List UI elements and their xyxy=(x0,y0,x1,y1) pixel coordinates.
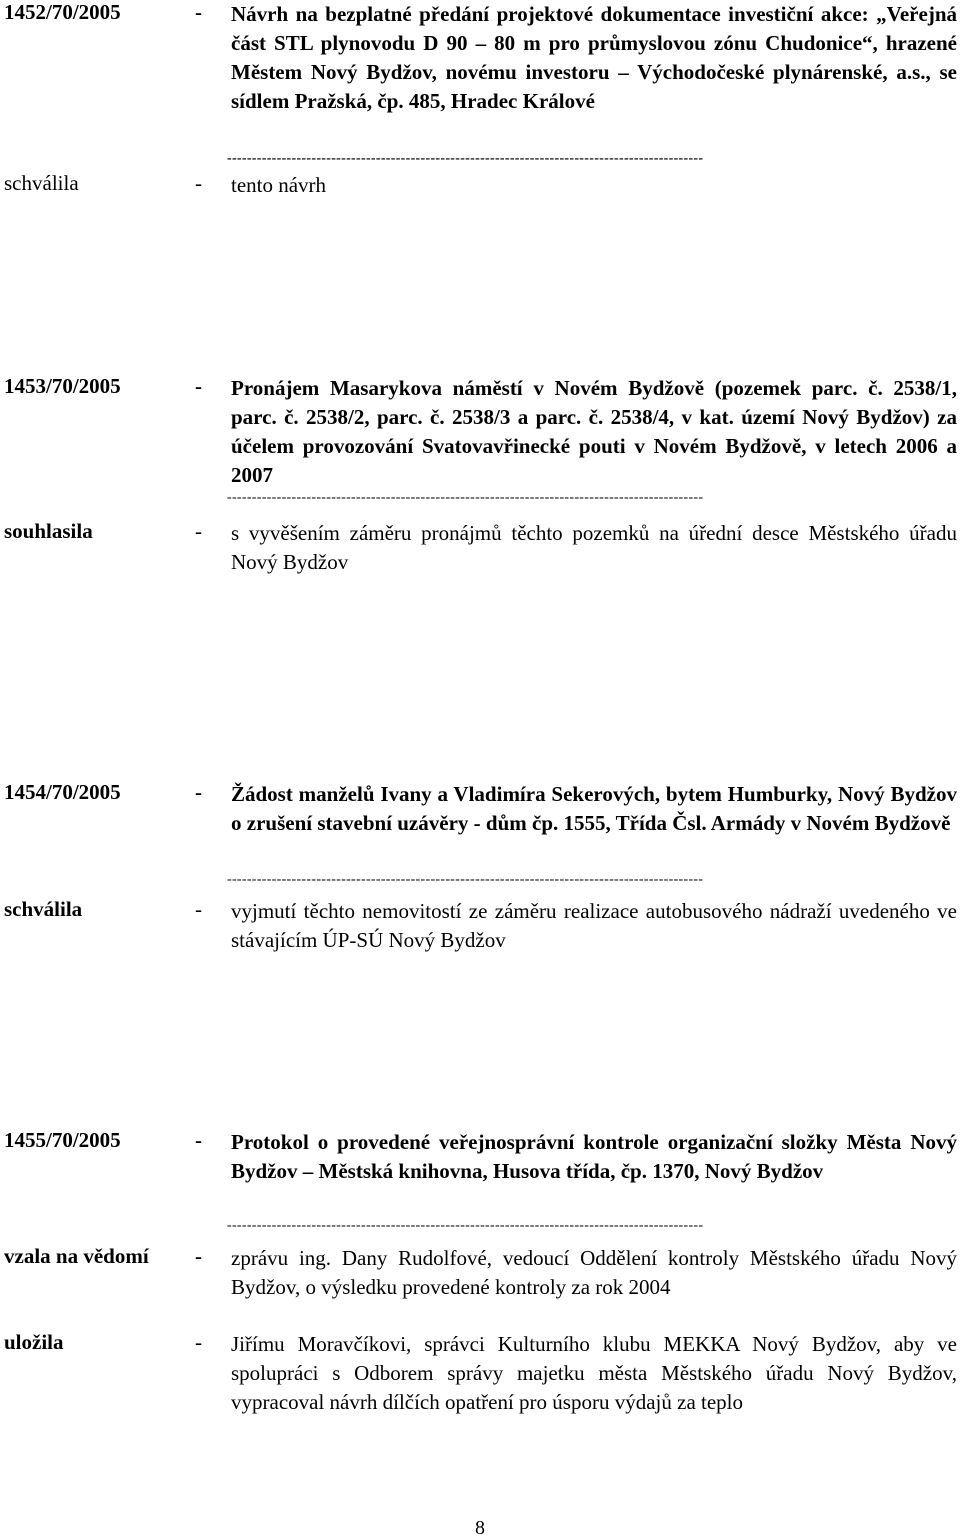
resolution-number: 1453/70/2005 xyxy=(4,374,121,398)
separator-line: ------------------------------------------------------------------------------------------------ xyxy=(227,491,704,505)
resolution-subject: Návrh na bezplatné předání projektové dokumentace investiční akce: „Veřejná část STL plynovodu D 90 – 80 m pro průmyslovou zónu Chudonice“, hrazené Městem Nový Bydžov, novému investoru – Východočeské plynárenské, a.s., se sídlem Pražská, čp. 485, Hradec Králové xyxy=(231,2,957,113)
dash: - xyxy=(195,374,202,398)
decision-verb: souhlasila xyxy=(4,519,93,543)
page-number: 8 xyxy=(475,1517,485,1539)
resolution-subject: Pronájem Masarykova náměstí v Novém Bydžově (pozemek parc. č. 2538/1, parc. č. 2538/2, parc. č. 2538/3 a parc. č. 2538/4, v kat. území Nový Bydžov) za účelem provozování Svatovavřinecké pouti v Novém Bydžově, v letech 2006 a 2007 xyxy=(231,376,957,487)
dash: - xyxy=(195,519,202,543)
decision-text: s vyvěšením záměru pronájmů těchto pozemků na úřední desce Městského úřadu Nový Bydžov xyxy=(231,521,957,574)
dash: - xyxy=(195,171,202,195)
dash: - xyxy=(195,1128,202,1152)
decision-verb: schválila xyxy=(4,171,79,195)
dash: - xyxy=(195,1244,202,1268)
decision-text: zprávu ing. Dany Rudolfové, vedoucí Oddělení kontroly Městského úřadu Nový Bydžov, o výsledku provedené kontroly za rok 2004 xyxy=(231,1246,957,1299)
separator-line: ------------------------------------------------------------------------------------------------ xyxy=(227,873,704,887)
dash: - xyxy=(195,780,202,804)
resolution-number: 1455/70/2005 xyxy=(4,1128,121,1152)
dash: - xyxy=(195,897,202,921)
separator-line: ------------------------------------------------------------------------------------------------ xyxy=(227,1219,704,1233)
decision-text: Jiřímu Moravčíkovi, správci Kulturního klubu MEKKA Nový Bydžov, aby ve spolupráci s Odborem správy majetku města Městského úřadu Nový Bydžov, vypracoval návrh dílčích opatření pro úsporu výdajů za teplo xyxy=(231,1332,957,1414)
separator-line: ------------------------------------------------------------------------------------------------ xyxy=(227,152,704,166)
dash: - xyxy=(195,0,202,24)
decision-verb: uložila xyxy=(4,1330,64,1354)
decision-verb: vzala na vědomí xyxy=(4,1244,149,1268)
resolution-number: 1452/70/2005 xyxy=(4,0,121,24)
resolution-number: 1454/70/2005 xyxy=(4,780,121,804)
resolution-subject: Žádost manželů Ivany a Vladimíra Sekerových, bytem Humburky, Nový Bydžov o zrušení stavební uzávěry - dům čp. 1555, Třída Čsl. Armády v Novém Bydžově xyxy=(231,782,957,835)
decision-text: vyjmutí těchto nemovitostí ze záměru realizace autobusového nádraží uvedeného ve stávajícím ÚP-SÚ Nový Bydžov xyxy=(231,899,957,952)
decision-text: tento návrh xyxy=(231,173,327,197)
resolution-subject: Protokol o provedené veřejnosprávní kontrole organizační složky Města Nový Bydžov – Městská knihovna, Husova třída, čp. 1370, Nový Bydžov xyxy=(231,1130,957,1183)
decision-verb: schválila xyxy=(4,897,83,921)
dash: - xyxy=(195,1330,202,1354)
